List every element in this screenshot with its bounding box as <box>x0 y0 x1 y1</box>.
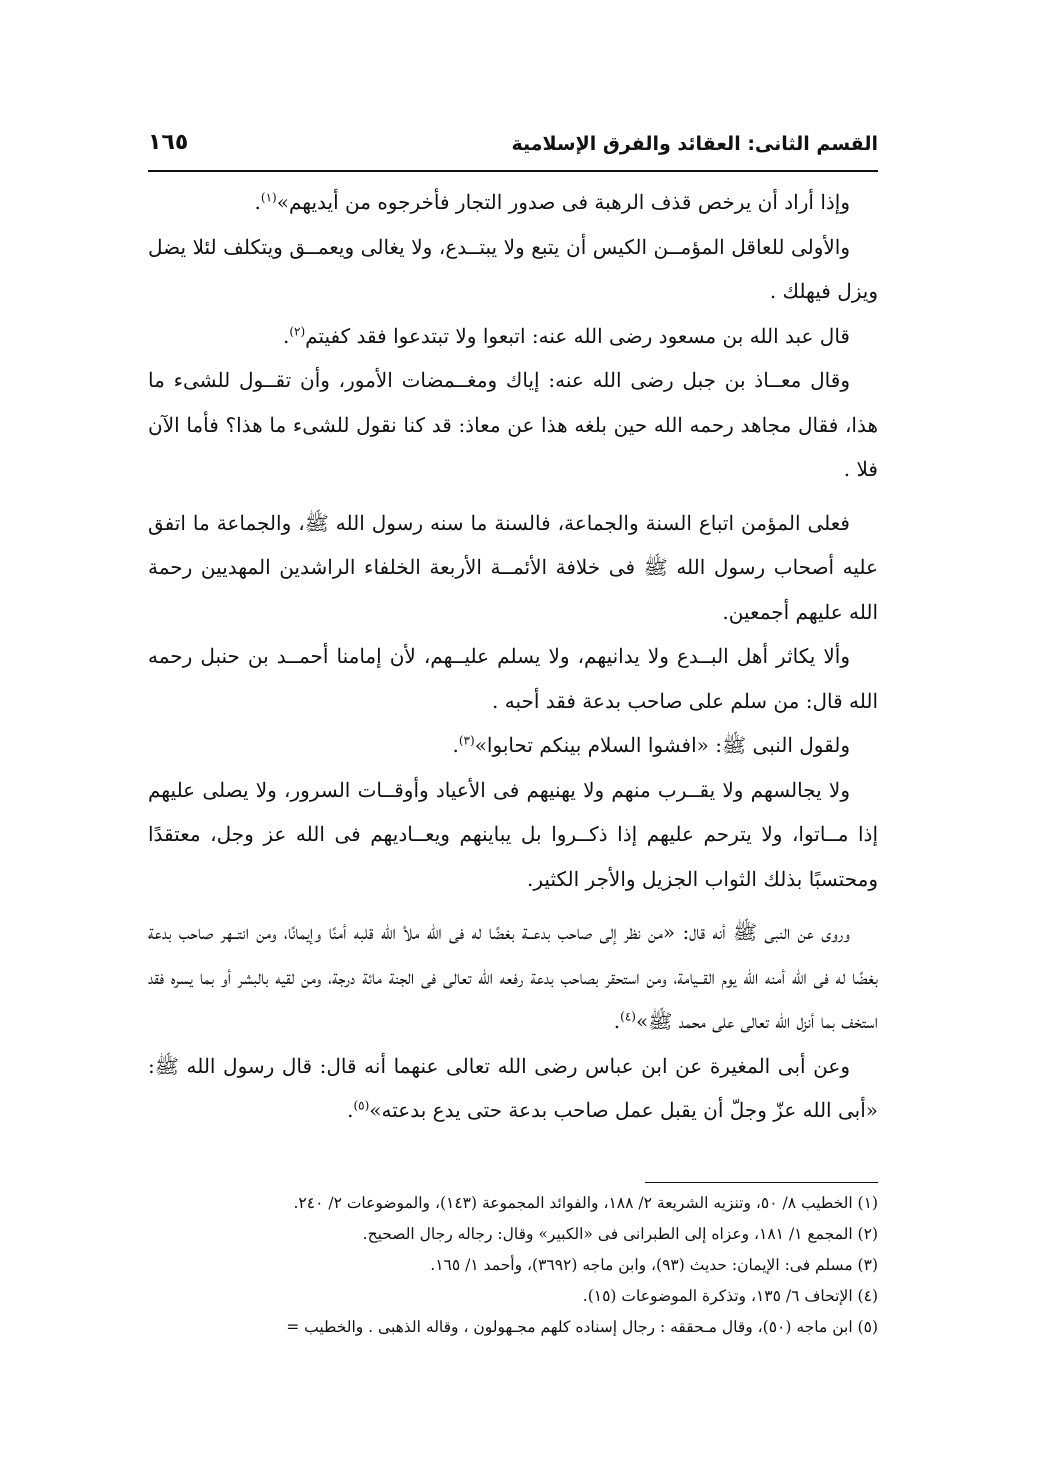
footnote: (٤) الإتحاف ٦/ ١٣٥، وتذكرة الموضوعات (١٥). <box>582 1287 878 1305</box>
paragraph-end: . <box>282 323 290 348</box>
footnote-ref: (٣) <box>458 733 475 748</box>
footnote: (٥) ابن ماجه (٥٠)، وقال مـحققه : رجال إسناده كلهم مجـهولون ، وقاله الذهبى . والخطيب = <box>286 1318 878 1336</box>
footnote: (٣) مسلم فى: الإيمان: حديث (٩٣)، وابن ماجه (٣٦٩٢)، وأحمد ١/ ١٦٥. <box>430 1256 878 1274</box>
footnotes <box>148 1188 878 1343</box>
footnote-ref: (١) <box>260 190 277 205</box>
paragraph-text: وقال معــاذ بن جبل رضى الله عنه: إياك ومغــمضات الأمور، وأن تقــول للشىء ما هذا، فقال مجاهد رحمه الله حين بلغه هذا عن معاذ: قد كنا نقول للشىء ما هذا؟ فأما الآن فلا . <box>148 368 878 481</box>
main-text <box>148 180 878 1133</box>
paragraph-text: قال عبد الله بن مسعود رضى الله عنه: اتبعوا ولا تبتدعوا فقد كفيتم <box>305 323 850 348</box>
paragraph-text: وروى عن النبى ﷺ أنه قال: «من نظر إلى صاحب بدعــة بغضًا له فى الله ملأ الله قلبه أمنًا وإيمانًا، ومن انتــهر صاحب بدعة بغضًا له فى الله أمنه الله يوم القــيامة، ومن استحقر بصاحب بدعة رفعه الله تعالى فى الجنة مائة درجة، ومن لقيه بالبشر أو بما يسره فقد استخف بما أنزل الله تعالى على محمد ﷺ» <box>148 920 878 1033</box>
paragraph <box>148 358 878 492</box>
paragraph <box>148 501 878 635</box>
paragraph <box>148 225 878 314</box>
paragraph-text: وإذا أراد أن يرخص قذف الرهبة فى صدور التجار فأخرجوه من أيديهم» <box>276 190 850 214</box>
paragraph-text: ولا يجالسهم ولا يقــرب منهم ولا يهنيهم فى الأعياد وأوقــات السرور، ولا يصلى عليهم إذا مــاتوا، ولا يترحم عليهم إذا ذكــروا بل يباينهم ويعــاديهم فى الله عز وجل، معتقدًا ومحتسبًا بذلك الثواب الجزيل والأجر الكثير. <box>148 777 878 891</box>
paragraph-end: . <box>452 733 459 757</box>
paragraph <box>148 314 878 359</box>
footnote: (١) الخطيب ٨/ ٥٠، وتنزيه الشريعة ٢/ ١٨٨، والفوائد المجموعة (١٤٣)، والموضوعات ٢/ ٢٤٠. <box>293 1194 878 1212</box>
footnote-separator <box>645 1182 878 1183</box>
paragraph-text: فعلى المؤمن اتباع السنة والجماعة، فالسنة ما سنه رسول الله ﷺ، والجماعة ما اتفق عليه أصحاب رسول الله ﷺ فى خلافة الأئمــة الأربعة الخلفاء الراشدين المهديين رحمة الله عليهم أجمعين. <box>148 510 878 624</box>
paragraph <box>148 1044 878 1133</box>
running-header <box>148 130 878 155</box>
page-number: ١٦٥ <box>148 130 189 155</box>
footnote: (٢) المجمع ١/ ١٨١، وعزاه إلى الطبرانى فى «الكبير» وقال: رجاله رجال الصحيح. <box>362 1225 878 1243</box>
paragraph-text: وألا يكاثر أهل البــدع ولا يدانيهم، ولا يسلم عليــهم، لأن إمامنا أحمــد بن حنبل رحمه الله قال: من سلم على صاحب بدعة فقد أحبه . <box>148 644 878 713</box>
paragraph-text: والأولى للعاقل المؤمــن الكيس أن يتبع ولا يبتــدع، ولا يغالى ويعمــق ويتكلف لئلا يضل ويزل فيهلك . <box>148 234 878 303</box>
paragraph-text: وعن أبى المغيرة عن ابن عباس رضى الله تعالى عنهما أنه قال: قال رسول الله ﷺ: «أبى الله عزّ وجلّ أن يقبل عمل صاحب بدعة حتى يدع بدعته» <box>148 1053 878 1122</box>
footnote-ref: (٢) <box>289 323 306 338</box>
paragraph <box>148 768 878 902</box>
footnote-ref: (٥) <box>353 1098 370 1113</box>
paragraph-end: . <box>254 190 261 214</box>
header-rule <box>148 170 878 172</box>
footnote-ref: (٤) <box>620 1009 636 1024</box>
paragraph <box>148 910 878 1044</box>
paragraph <box>148 634 878 723</box>
paragraph <box>148 180 878 225</box>
paragraph <box>148 723 878 768</box>
paragraph-end: . <box>613 1009 621 1033</box>
paragraph-text: ولقول النبى ﷺ: «افشوا السلام بينكم تحابوا» <box>474 733 850 757</box>
paragraph-end: . <box>347 1098 354 1122</box>
section-title: القسم الثانى: العقائد والفرق الإسلامية <box>511 133 878 155</box>
